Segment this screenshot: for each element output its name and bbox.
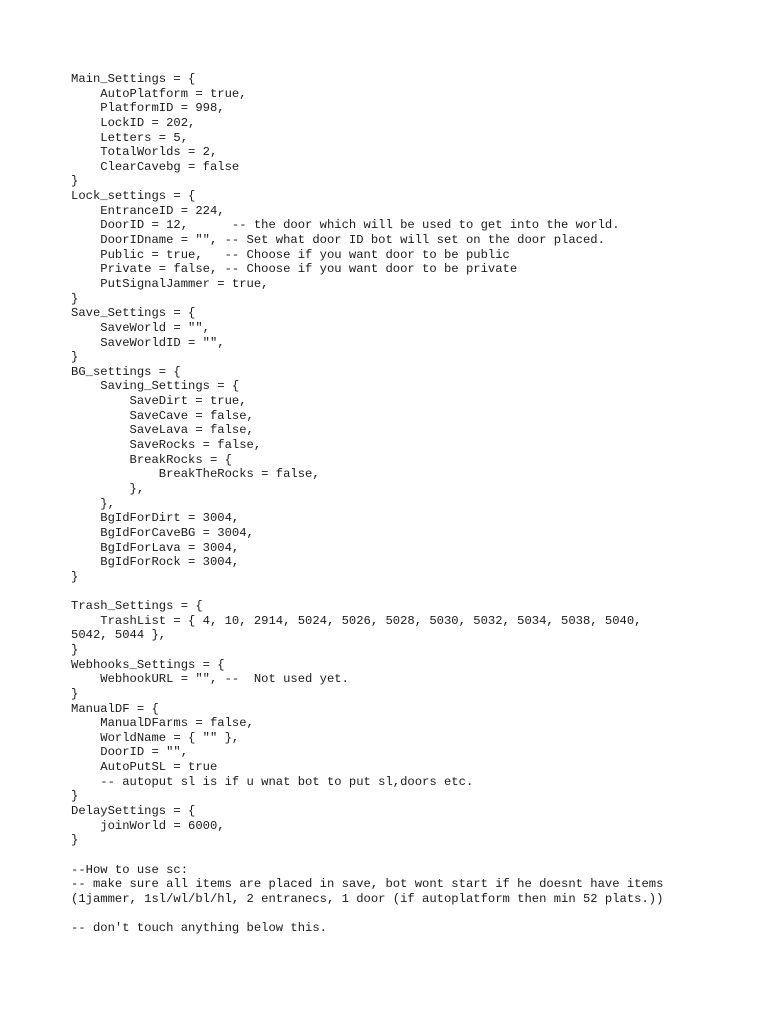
code-line — [71, 848, 663, 863]
code-line: --How to use sc: — [71, 862, 189, 877]
code-line: SaveLava = false, — [71, 423, 254, 438]
code-line: Saving_Settings = { — [71, 379, 240, 394]
code-line: joinWorld = 6000, — [71, 818, 225, 833]
code-line: DoorIDname = "", -- Set what door ID bot will set on the door placed. — [71, 233, 605, 248]
code-line: Save_Settings = { — [71, 306, 196, 321]
code-line: ManualDF = { — [71, 701, 159, 716]
code-line: Public = true, -- Choose if you want door to be public — [71, 247, 510, 262]
code-line: PlatformID = 998, — [71, 101, 225, 116]
code-line: Trash_Settings = { — [71, 599, 203, 614]
code-line: 5042, 5044 }, — [71, 628, 167, 643]
code-line: SaveCave = false, — [71, 408, 254, 423]
code-line: Main_Settings = { — [71, 72, 196, 86]
code-line: SaveWorld = "", — [71, 320, 210, 335]
code-line: WebhookURL = "", -- Not used yet. — [71, 672, 349, 687]
code-line: TrashList = { 4, 10, 2914, 5024, 5026, 5028, 5030, 5032, 5034, 5038, 5040, — [71, 613, 642, 628]
code-line: Webhooks_Settings = { — [71, 657, 225, 672]
code-line: Private = false, -- Choose if you want door to be private — [71, 262, 518, 277]
code-line: PutSignalJammer = true, — [71, 276, 269, 291]
code-line: } — [71, 789, 79, 804]
code-line: } — [71, 174, 79, 189]
code-line: EntranceID = 224, — [71, 203, 225, 218]
code-line: } — [71, 569, 79, 584]
code-line: } — [71, 686, 79, 701]
code-line: }, — [71, 496, 115, 511]
code-line: Letters = 5, — [71, 130, 189, 145]
code-line: } — [71, 833, 79, 848]
code-line: ManualDFarms = false, — [71, 716, 254, 731]
code-line: BgIdForRock = 3004, — [71, 555, 240, 570]
code-line: BreakTheRocks = false, — [71, 467, 320, 482]
code-line: } — [71, 642, 79, 657]
code-line: TotalWorlds = 2, — [71, 145, 218, 160]
code-line: SaveWorldID = "", — [71, 335, 225, 350]
code-line: BgIdForLava = 3004, — [71, 540, 240, 555]
code-listing — [71, 72, 663, 936]
code-line: } — [71, 350, 79, 365]
code-line: BG_settings = { — [71, 364, 181, 379]
code-line: DoorID = "", — [71, 745, 189, 760]
code-line: AutoPlatform = true, — [71, 86, 247, 101]
code-line: BreakRocks = { — [71, 452, 232, 467]
code-line: AutoPutSL = true — [71, 760, 218, 775]
code-line: (1jammer, 1sl/wl/bl/hl, 2 entranecs, 1 door (if autoplatform then min 52 plats.)) — [71, 891, 664, 906]
code-line: WorldName = { "" }, — [71, 730, 240, 745]
code-line: -- autoput sl is if u wnat bot to put sl,doors etc. — [71, 774, 474, 789]
code-line: } — [71, 291, 79, 306]
code-line: }, — [71, 481, 145, 496]
code-line: SaveDirt = true, — [71, 394, 247, 409]
code-line: DelaySettings = { — [71, 804, 196, 819]
code-line: ClearCavebg = false — [71, 159, 240, 174]
code-line: BgIdForDirt = 3004, — [71, 511, 240, 526]
code-line: LockID = 202, — [71, 115, 196, 130]
code-line: -- don't touch anything below this. — [71, 921, 327, 936]
code-line: -- make sure all items are placed in save, bot wont start if he doesnt have items — [71, 877, 664, 892]
code-line: Lock_settings = { — [71, 189, 196, 204]
code-line: BgIdForCaveBG = 3004, — [71, 525, 254, 540]
code-line — [71, 907, 663, 922]
code-line: SaveRocks = false, — [71, 438, 262, 453]
code-line — [71, 584, 663, 599]
code-line: DoorID = 12, -- the door which will be used to get into the world. — [71, 218, 620, 233]
